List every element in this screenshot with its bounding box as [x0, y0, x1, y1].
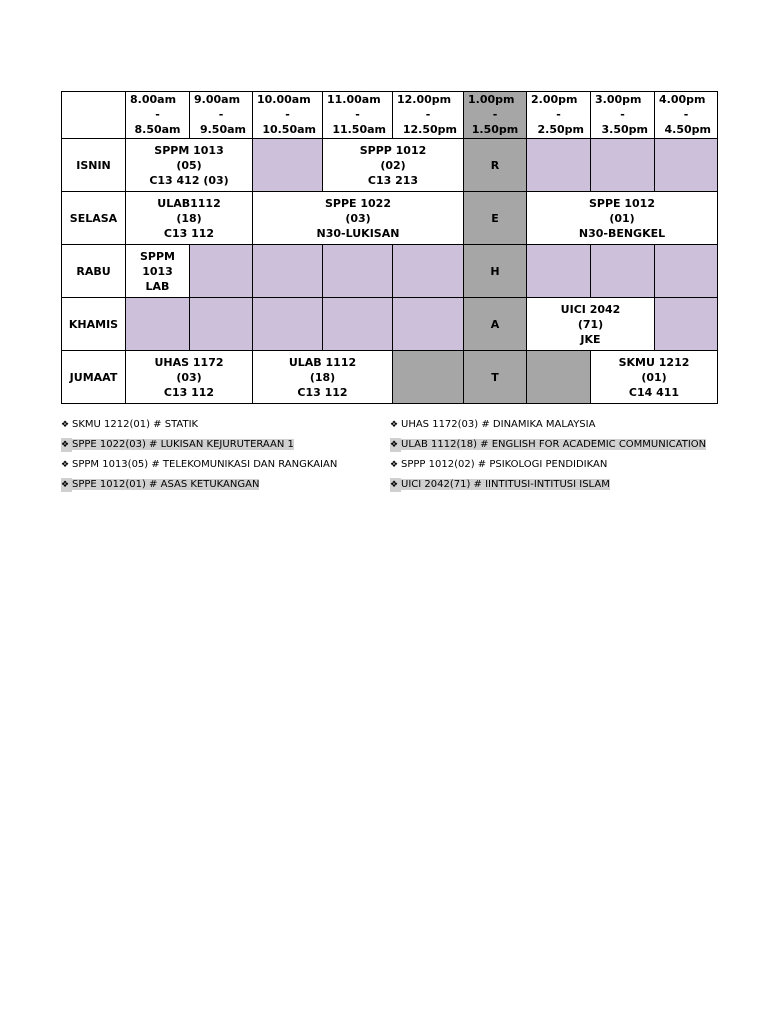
free-slot: [323, 245, 393, 298]
row-jumaat: [62, 351, 718, 404]
class-cell: SPPM 1013 LAB: [126, 245, 190, 298]
diamond-bullet-icon: ❖: [390, 438, 401, 452]
time-slot-5: 12.00pm - 12.50pm: [393, 92, 464, 139]
corner-cell: [62, 92, 126, 139]
legend-item: ❖ SPPP 1012(02) # PSIKOLOGI PENDIDIKAN: [390, 459, 608, 470]
diamond-bullet-icon: ❖: [61, 478, 72, 492]
free-slot: [393, 298, 464, 351]
class-cell: SKMU 1212 (01) C14 411: [591, 351, 718, 404]
row-isnin: [62, 139, 718, 192]
diamond-bullet-icon: ❖: [390, 420, 399, 430]
row-rabu: [62, 245, 718, 298]
class-cell: ULAB 1112 (18) C13 112: [253, 351, 393, 404]
free-slot: [253, 245, 323, 298]
legend-item: ❖ SPPE 1022(03) # LUKISAN KEJURUTERAAN 1: [61, 439, 294, 450]
time-slot-7: 2.00pm - 2.50pm: [527, 92, 591, 139]
time-slot-4: 11.00am - 11.50am: [323, 92, 393, 139]
free-slot: [253, 298, 323, 351]
legend-item: ❖ ULAB 1112(18) # ENGLISH FOR ACADEMIC COMMUNICATION: [390, 439, 707, 450]
free-slot: [190, 245, 253, 298]
diamond-bullet-icon: ❖: [61, 438, 72, 452]
day-label-rabu: RABU: [62, 245, 126, 298]
row-khamis: [62, 298, 718, 351]
rehat-letter-t: T: [464, 351, 527, 404]
free-slot: [655, 298, 718, 351]
day-label-khamis: KHAMIS: [62, 298, 126, 351]
legend-right: [390, 418, 706, 498]
class-cell: ULAB1112 (18) C13 112: [126, 192, 253, 245]
day-label-isnin: ISNIN: [62, 139, 126, 192]
day-label-jumaat: JUMAAT: [62, 351, 126, 404]
free-slot: [591, 245, 655, 298]
free-slot: [253, 139, 323, 192]
legend-item: ❖ UHAS 1172(03) # DINAMIKA MALAYSIA: [390, 419, 596, 430]
day-label-selasa: SELASA: [62, 192, 126, 245]
legend-item: ❖ UICI 2042(71) # IINTITUSI-INTITUSI ISLAM: [390, 479, 610, 490]
free-slot: [126, 298, 190, 351]
diamond-bullet-icon: ❖: [390, 478, 401, 492]
class-cell: UHAS 1172 (03) C13 112: [126, 351, 253, 404]
class-cell: SPPE 1022 (03) N30-LUKISAN: [253, 192, 464, 245]
class-cell: SPPP 1012 (02) C13 213: [323, 139, 464, 192]
class-cell: SPPE 1012 (01) N30-BENGKEL: [527, 192, 718, 245]
class-cell: UICI 2042 (71) JKE: [527, 298, 655, 351]
rehat-letter-h: H: [464, 245, 527, 298]
blocked-slot: [393, 351, 464, 404]
row-selasa: [62, 192, 718, 245]
free-slot: [393, 245, 464, 298]
free-slot: [655, 139, 718, 192]
time-slot-1: 8.00am - 8.50am: [126, 92, 190, 139]
time-slot-9: 4.00pm - 4.50pm: [655, 92, 718, 139]
legend-left: [61, 418, 337, 498]
diamond-bullet-icon: ❖: [390, 460, 399, 470]
rehat-letter-a: A: [464, 298, 527, 351]
header-row: [62, 92, 718, 139]
free-slot: [655, 245, 718, 298]
rehat-letter-e: E: [464, 192, 527, 245]
class-cell: SPPM 1013 (05) C13 412 (03): [126, 139, 253, 192]
legend-item: ❖ SPPM 1013(05) # TELEKOMUNIKASI DAN RANGKAIAN: [61, 459, 338, 470]
timetable: [61, 91, 718, 404]
free-slot: [527, 245, 591, 298]
diamond-bullet-icon: ❖: [61, 460, 70, 470]
free-slot: [323, 298, 393, 351]
rehat-letter-r: R: [464, 139, 527, 192]
time-slot-3: 10.00am - 10.50am: [253, 92, 323, 139]
time-slot-6: 1.00pm - 1.50pm: [464, 92, 527, 139]
legend-item: ❖ SKMU 1212(01) # STATIK: [61, 419, 199, 430]
time-slot-2: 9.00am - 9.50am: [190, 92, 253, 139]
free-slot: [527, 139, 591, 192]
diamond-bullet-icon: ❖: [61, 420, 70, 430]
blocked-slot: [527, 351, 591, 404]
time-slot-8: 3.00pm - 3.50pm: [591, 92, 655, 139]
free-slot: [591, 139, 655, 192]
free-slot: [190, 298, 253, 351]
legend-item: ❖ SPPE 1012(01) # ASAS KETUKANGAN: [61, 479, 260, 490]
